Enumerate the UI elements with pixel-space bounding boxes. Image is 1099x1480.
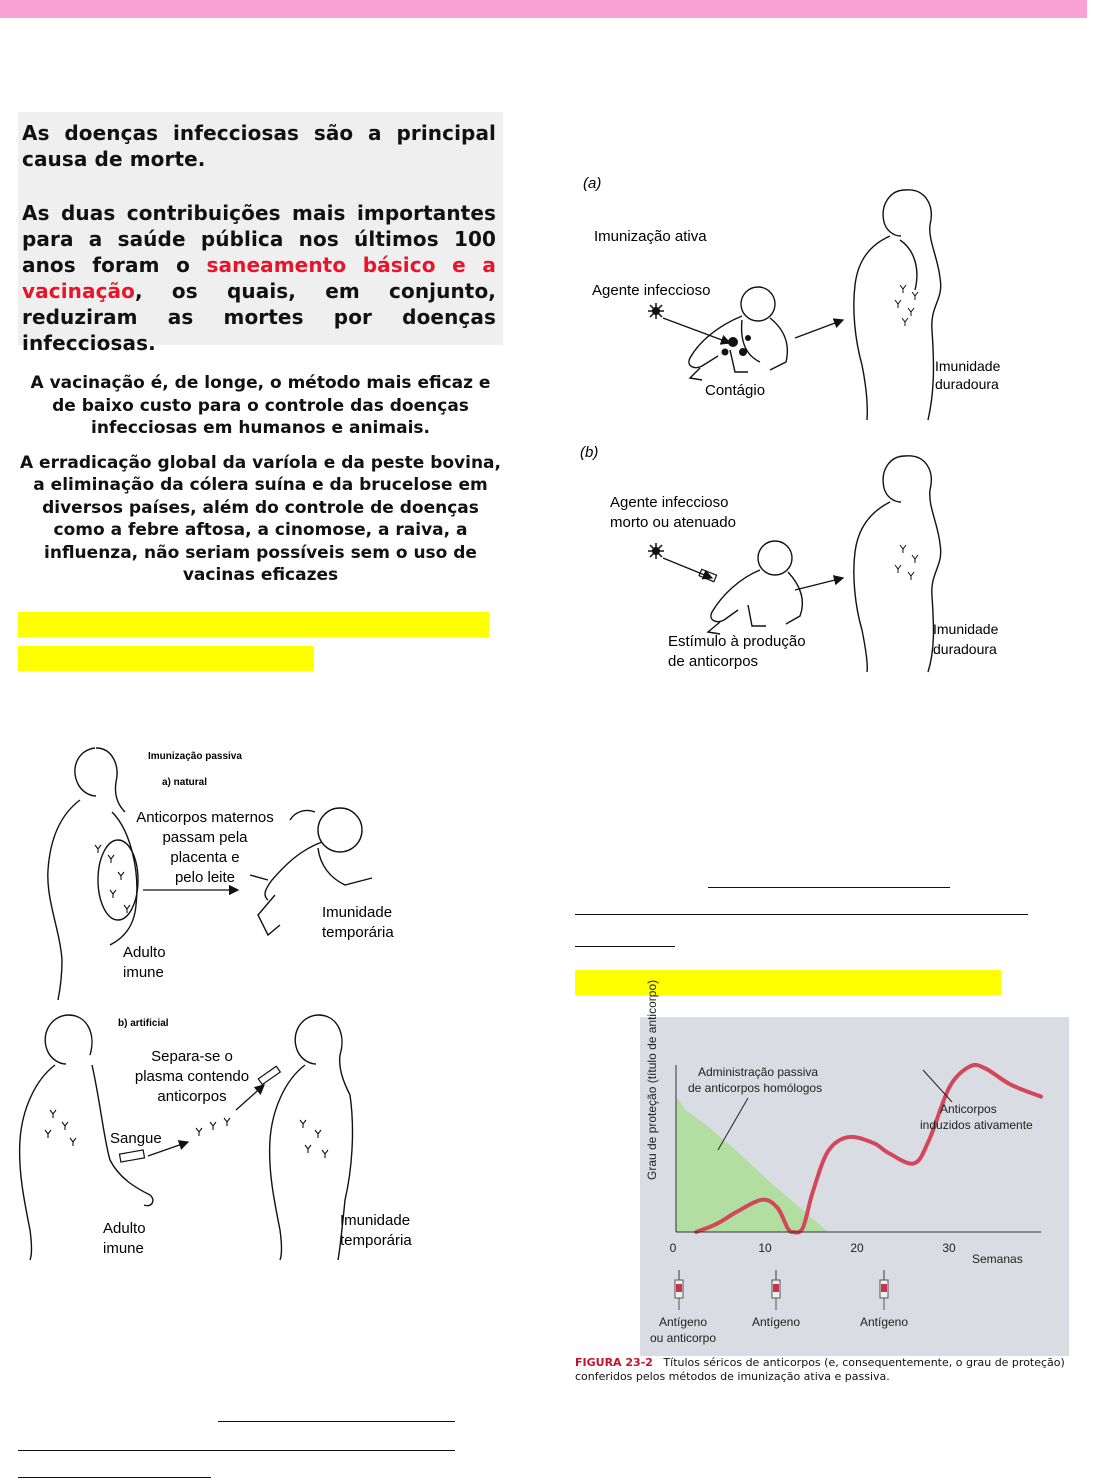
germ-icon <box>648 303 664 319</box>
maternal-line2: passam pela <box>162 829 248 846</box>
immunity-b-line1: Imunidade <box>933 621 999 637</box>
injection-label: ou anticorpo <box>649 1331 717 1345</box>
active-label-line1: Anticorpos <box>940 1102 997 1116</box>
blood-label: Sangue <box>110 1130 162 1147</box>
temp-a-line2: temporária <box>322 924 394 941</box>
active-immunization-figure <box>580 175 1001 672</box>
agent-label: Agente infeccioso <box>592 282 711 299</box>
slide1-para1: As doenças infecciosas são a principal causa de morte. <box>22 121 496 171</box>
x-axis-label: Semanas <box>972 1252 1023 1266</box>
fig-label-a: (a) <box>583 175 602 192</box>
antibody-marks-icon <box>895 545 918 580</box>
fig-label-b: (b) <box>580 444 599 461</box>
x-tick-30: 30 <box>942 1241 956 1255</box>
antibody-marks-icon <box>45 1110 76 1146</box>
syringe-icon <box>258 1066 280 1084</box>
plasma-line1: Separa-se o <box>151 1048 233 1065</box>
slide1-para2: As duas contribuições mais importantes para a saúde pública nos últimos 100 anos foram o saneamento básico e a vacinação, os quais, em conjunto, reduziram as mortes por doenças infecciosas. <box>22 201 496 355</box>
stimulus-line2: de anticorpos <box>668 653 759 670</box>
injection-label: Antígeno <box>859 1315 909 1329</box>
slide2-para2: A erradicação global da varíola e da peste bovina, a eliminação da cólera suína e da brucelose em diversos países, além do controle de doenças como a febre aftosa, a cinomose, a raiva, a influenza, não seriam possíveis sem o uso de vacinas eficazes <box>19 452 501 585</box>
figure-caption <box>575 1356 1095 1384</box>
x-tick-10: 10 <box>758 1241 772 1255</box>
caption-text: Títulos séricos de anticorpos (e, consequentemente, o grau de proteção) conferidos pelos métodos de imunização ativa e passiva. <box>575 1356 1065 1383</box>
woman-icon <box>854 190 941 420</box>
stimulus-line1: Estímulo à produção <box>668 633 806 650</box>
antibody-marks-icon <box>95 845 130 913</box>
immunity-a-line1: Imunidade <box>935 358 1001 374</box>
passive-label-line1: Administração passiva <box>698 1065 819 1079</box>
artificial-label: b) artificial <box>118 1018 169 1029</box>
temp-b-line1: Imunidade <box>340 1212 411 1229</box>
maternal-line4: pelo leite <box>174 869 236 886</box>
antibody-marks-icon <box>196 1118 230 1136</box>
syringe-icon <box>699 569 716 581</box>
active-title: Imunização ativa <box>594 228 707 245</box>
baby-icon <box>708 541 802 634</box>
passive-immunization-figure <box>20 748 413 1260</box>
adult-b-line1: Adulto <box>103 1220 146 1237</box>
temp-b-line2: temporária <box>340 1232 412 1249</box>
adult-a-line1: Adulto <box>123 944 166 961</box>
agent-b-line2: morto ou atenuado <box>610 514 736 531</box>
maternal-line3: placenta e <box>170 849 240 866</box>
immunity-b-line2: duradoura <box>933 641 997 657</box>
highlight-sanitation-vaccination: saneamento básico e a vacinação <box>22 253 496 303</box>
adult-b-line2: imune <box>103 1240 144 1257</box>
antibody-marks-icon <box>300 1120 328 1158</box>
plasma-line2: plasma contendo <box>134 1068 250 1085</box>
maternal-line1: Anticorpos maternos <box>136 809 274 826</box>
adult-a-line2: imune <box>123 964 164 981</box>
y-axis-label: Grau de proteção (título de anticorpo) <box>645 979 659 1180</box>
passive-label-line2: de anticorpos homólogos <box>688 1081 823 1095</box>
contagion-label: Contágio <box>705 382 766 399</box>
germ-icon <box>648 543 664 559</box>
figure-number: FIGURA 23-2 <box>575 1356 653 1369</box>
woman-icon <box>854 456 941 672</box>
agent-b-line1: Agente infeccioso <box>610 494 729 511</box>
pregnant-woman-icon <box>48 748 138 1000</box>
active-label-line2: induzidos ativamente <box>920 1118 1033 1132</box>
injection-label: Antígeno <box>658 1315 708 1329</box>
infection-spots-icon <box>722 335 752 356</box>
plasma-line3: anticorpos <box>157 1088 227 1105</box>
immunity-a-line2: duradoura <box>935 376 999 392</box>
temp-a-line1: Imunidade <box>322 904 393 921</box>
passive-title: Imunização passiva <box>148 751 242 762</box>
x-tick-0: 0 <box>669 1241 677 1255</box>
antibody-chart <box>640 980 1069 1356</box>
natural-label: a) natural <box>162 777 208 788</box>
syringe-icon <box>119 1150 144 1162</box>
slide2-para1: A vacinação é, de longe, o método mais eficaz e de baixo custo para o controle das doenças infecciosas em humanos e animais. <box>30 373 491 438</box>
injection-label: Antígeno <box>751 1315 801 1329</box>
x-tick-20: 20 <box>850 1241 864 1255</box>
antibody-marks-icon <box>895 285 918 326</box>
